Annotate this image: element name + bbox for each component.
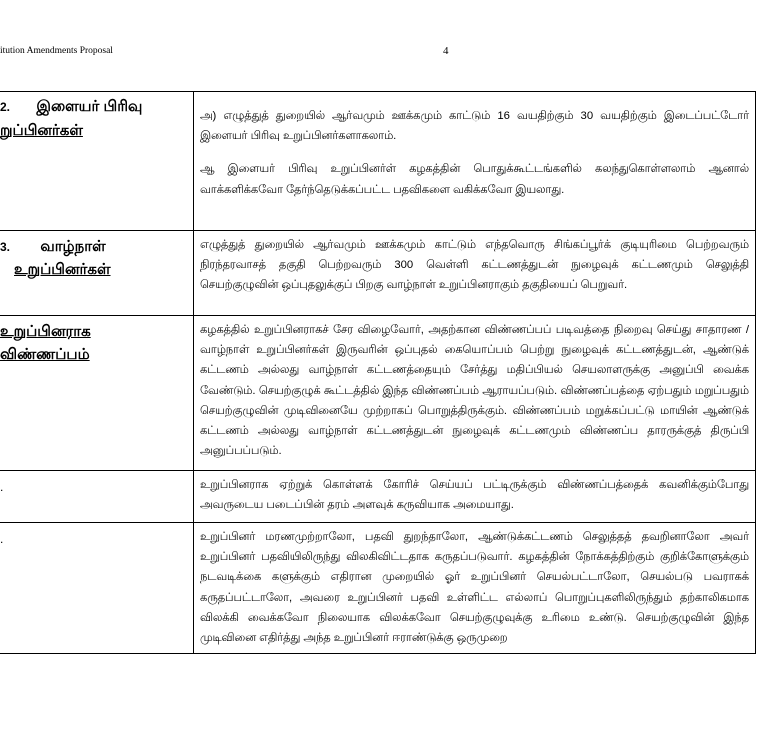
- table-row: [0, 471, 756, 523]
- table-row: [0, 523, 756, 654]
- body-paragraph: கழகத்தில் உறுப்பினராகச் சேர விழைவோர், அதற்கான விண்ணப்பப் படிவத்தை நிறைவு செய்து சாதாரண / வாழ்நாள் உறுப்பினர்கள் இருவரின் ஒப்புதல் கையொப்பம் பெற்று நுழைவுக் கட்டணத்துடன், ஆண்டுக் கட்டணம் அல்லது வாழ்நாள் கட்டணத்தையும் சேர்த்து மதிப்பியல் செயலாளருக்கு அனுப்பி வைக்க வேண்டும். செயற்குழுக் கூட்டத்தில் இந்த விண்ணப்பம் ஆராயப்படும். விண்ணப்பத்தை ஏற்பதும் மறுப்பதும் செயற்குழுவின் முடிவினையே முற்றாகப் பொறுத்திருக்கும். விண்ணப்பம் மறுக்கப்பட்டு மாயின் ஆண்டுக் கட்டணம் அல்லது வாழ்நாள் கட்டணத்துடன் நுழைவுக் கட்டணமும் விண்ணப்ப தாரருக்குத் திருப்பி அனுப்பப்படும்.: [200, 324, 749, 458]
- section-title-line1: இளையர் பிரிவு: [36, 98, 143, 115]
- page-number: 4: [443, 45, 449, 57]
- body-paragraph: ஆ இளையர் பிரிவு உறுப்பினர்ள் கழகத்தின் பொதுக்கூட்டங்களில் கலந்துகொள்ளலாம் ஆனால் வாக்களிக்கவோ தேர்ந்தெடுக்கப்பட்ட பதவிகளை வகிக்கவோ இயலாது.: [200, 163, 749, 196]
- section-body-cell: [194, 231, 756, 316]
- section-heading-cell: [0, 92, 194, 231]
- clause-marker: .: [0, 480, 4, 494]
- table-row: [0, 92, 756, 231]
- section-body-cell: [194, 471, 756, 523]
- section-heading-cell: [0, 231, 194, 316]
- body-paragraph: அ) எழுத்துத் துறையில் ஆர்வமும் ஊக்கமும் காட்டும் 16 வயதிற்கும் 30 வயதிற்கும் இடைப்பட்டோர் இளையர் பிரிவு உறுப்பினர்களாகலாம்.: [200, 110, 749, 143]
- section-heading: [0, 94, 193, 120]
- section-title-line2: றுப்பினர்கள்: [0, 122, 83, 139]
- constitution-table: [0, 91, 756, 654]
- section-number: 3.: [0, 240, 11, 254]
- section-heading-cell: [0, 316, 194, 471]
- section-title-line1: உறுப்பினராக: [0, 323, 91, 340]
- section-body-cell: [194, 316, 756, 471]
- section-number: 2.: [0, 100, 11, 114]
- section-title-line2: உறுப்பினர்கள்: [14, 261, 111, 278]
- section-heading-cell: [0, 523, 194, 654]
- section-body-cell: [194, 92, 756, 231]
- section-title-line2: விண்ணப்பம்: [0, 346, 90, 363]
- table-row: [0, 231, 756, 316]
- table-row: [0, 316, 756, 471]
- section-body-cell: [194, 523, 756, 654]
- running-header-title: itution Amendments Proposal: [0, 46, 113, 56]
- section-heading: [0, 319, 193, 344]
- body-paragraph: உறுப்பினராக ஏற்றுக் கொள்ளக் கோரிச் செய்யப் பட்டிருக்கும் விண்ணப்பத்தைக் கவனிக்கும்போது அவருடைய படைப்பின் தரம் அளவுக் கருவியாக அமையாது.: [200, 479, 749, 512]
- section-title-line1: வாழ்நாள்: [40, 238, 106, 255]
- clause-marker: .: [0, 532, 4, 546]
- body-paragraph: எழுத்துத் துறையில் ஆர்வமும் ஊக்கமும் காட்டும் எந்தவொரு சிங்கப்பூர்க் குடியுரிமை பெற்றவரும் நிரந்தரவாசத் தகுதி பெற்றவரும் 300 வெள்ளி கட்டணத்துடன் நுழைவுக் கட்டணமும் செலுத்தி செயற்குழுவின் ஒப்புதலுக்குப் பிறகு வாழ்நாள் உறுப்பினராகும் தகுதியைப் பெறுவர்.: [200, 239, 749, 292]
- body-paragraph: உறுப்பினர் மரணமுற்றாலோ, பதவி துறந்தாலோ, ஆண்டுக்கட்டணம் செலுத்தத் தவறினாலோ அவர் உறுப்பினர் பதவியிலிருந்து விலகிவிட்டதாக கருதப்படுவார். கழகத்தின் நோக்கத்திற்கும் குறிக்கோளுக்கும் நடவடிக்கை களுக்கும் எதிரான முறையில் ஓர் உறுப்பினர் செயல்பட்டாலோ, செயல்படு பவராகக் கருதப்பட்டாலோ, அவரை உறுப்பினர் பதவி உள்ளிட்ட எல்லாப் பொறுப்புகளிலிருந்தும் தற்காலிகமாக விலக்கி வைக்கவோ நிலையாக விலக்கவோ செயற்குழுவுக்கு உரிமை உண்டு. செயற்குழுவின் இந்த முடிவினை எதிர்த்து அந்த உறுப்பினர் ஈராண்டுக்கு ஒருமுறை: [200, 531, 749, 645]
- section-heading-cell: [0, 471, 194, 523]
